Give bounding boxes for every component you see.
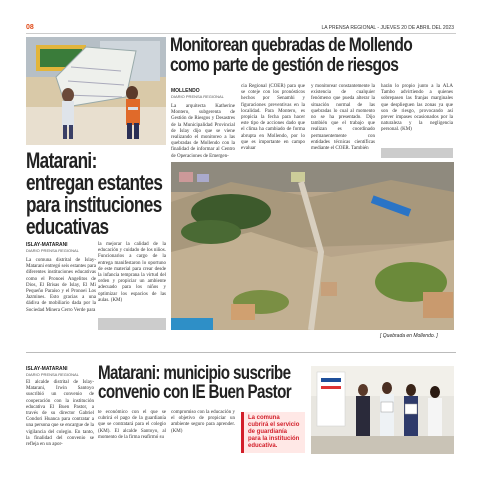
article1-byline-source: DIARIO PRENSA REGIONAL — [171, 94, 224, 99]
article1-col1: La arquitecta Katherine Montero, subgerenta de Gestión de Riesgos y Desastres de la Municipalidad Provincial de Islay dijo que se viene realizando el monitoreo a las quebradas de Mollendo con la finalidad de informar al Centro de Operaciones de Emergen- — [171, 104, 235, 159]
article2-byline — [26, 242, 79, 253]
ad-placeholder-gray — [98, 318, 166, 330]
ad-placeholder-blue — [171, 318, 213, 330]
article1-headline — [170, 36, 458, 76]
article1-headline-line1: Monitorean quebradas de Mollendo — [170, 34, 413, 56]
article3-byline-source: DIARIO PRENSA REGIONAL — [26, 372, 79, 377]
article3-byline-place: ISLAY-MATARANI — [26, 366, 68, 372]
article2-headline-line4: educativas — [26, 214, 109, 239]
article1-col3: y monitorear constantemente la existencia de cualquier fenómeno que pueda alterar la situación normal de las quebradas lo cual al momento no se ha presentado. Dijo también que el trabajo que realizan es coordinado permanentemente con entidades técnicas científicas mediante el COER. También — [311, 84, 375, 152]
page-number: 08 — [26, 24, 34, 31]
article2-col1: La comuna distrital de Islay-Matarani entregó seis estantes para diferentes instituciones educativas como el Pronoei Angelitos de Dios, El Brisas de Islay, El Mi Pequeño Paraíso y el Pronoei Los Jazmines. Esto gracias a una dádiva de mobiliario dada por la Sociedad Minera Cerro Verde para — [26, 258, 96, 313]
article3-headline-line1: Matarani: municipio suscribe — [98, 363, 291, 384]
article2-headline — [26, 150, 182, 238]
convenio-photo — [311, 366, 454, 454]
article2-headline-line1: Matarani: — [26, 148, 97, 173]
article2-byline-place: ISLAY-MATARANI — [26, 242, 68, 248]
article2-col2: la mejorar la calidad de la educación y cuidado de los niños. Funcionarios a cargo de la entrega manifestaron lo oportuno de este material para crear desde la infancia tempranа la virtud del orden y propiciar un ambiente adecuado para los niños y optimizar los espacios de las aulas. (KM) — [98, 242, 166, 303]
article3-headline — [98, 364, 338, 403]
quebrada-photo-caption: [ Quebrada en Mollendo. ] — [380, 333, 438, 339]
article1-headline-line2: como parte de gestión de riesgos — [170, 53, 399, 76]
article1-byline-place: MOLLENDO — [171, 88, 200, 94]
article3-col2: te económico con el que se cubrirá el pago de la guardianía que se contratará para el colegio (KM). El alcalde Santoyo, al momento de la firma reafirmó su — [98, 410, 166, 440]
article2-headline-line3: para instituciones — [26, 192, 162, 217]
pull-quote: La comuna cubrirá el servicio de guardianía para la institución educativa. — [241, 412, 305, 453]
article3-byline — [26, 366, 79, 377]
article2-headline-line2: entregan estantes — [26, 170, 163, 195]
article1-col2: cia Regional (COER) para que se coteje con los pronósticos hechos por Senamhi y figuraciones preventivas en la localidad. Para Montero, es propicia la fecha para hacer este tipo de acciones dado que el clima ha cambiado de forma abrupta en Mollendo, por lo que es importante en campo evaluar — [241, 84, 305, 152]
section-divider — [26, 352, 456, 353]
quebrada-photo — [171, 162, 454, 330]
masthead: LA PRENSA REGIONAL - JUEVES 20 DE ABRIL DEL 2023 — [321, 25, 454, 31]
article3-col3: compromiso con la educación y el objetivo de propiciar un ambiente seguro para aprender. (KM) — [171, 410, 235, 434]
article3-headline-line2: convenio con IE Buen Pastor — [98, 382, 292, 404]
article3-col1: El alcalde distrital de Islay-Matarani, Irwin Santoyo suscribió un convenio de cooperación con la institución educativa El Buen Pastor, a través de su director Gabriel Condori Huanca para contratar a una persona que se encargue de la vigilancia del colegio. En tanto, la finalidad del convenio se refleja en un apor- — [26, 380, 94, 448]
ad-placeholder-box — [381, 148, 453, 158]
article1-col4: harán lo propio junto a la ALA Tambo advirtiendo a quienes sobrepasen las franjas marginales que desplieguen las zonas ya que son de riesgo, provocando así prever impases ocasionados por la naturaleza y la negligencia personal. (KM) — [381, 84, 453, 133]
article1-byline — [171, 88, 224, 99]
shelves-photo — [26, 37, 166, 145]
article2-byline-source: DIARIO PRENSA REGIONAL — [26, 248, 79, 253]
